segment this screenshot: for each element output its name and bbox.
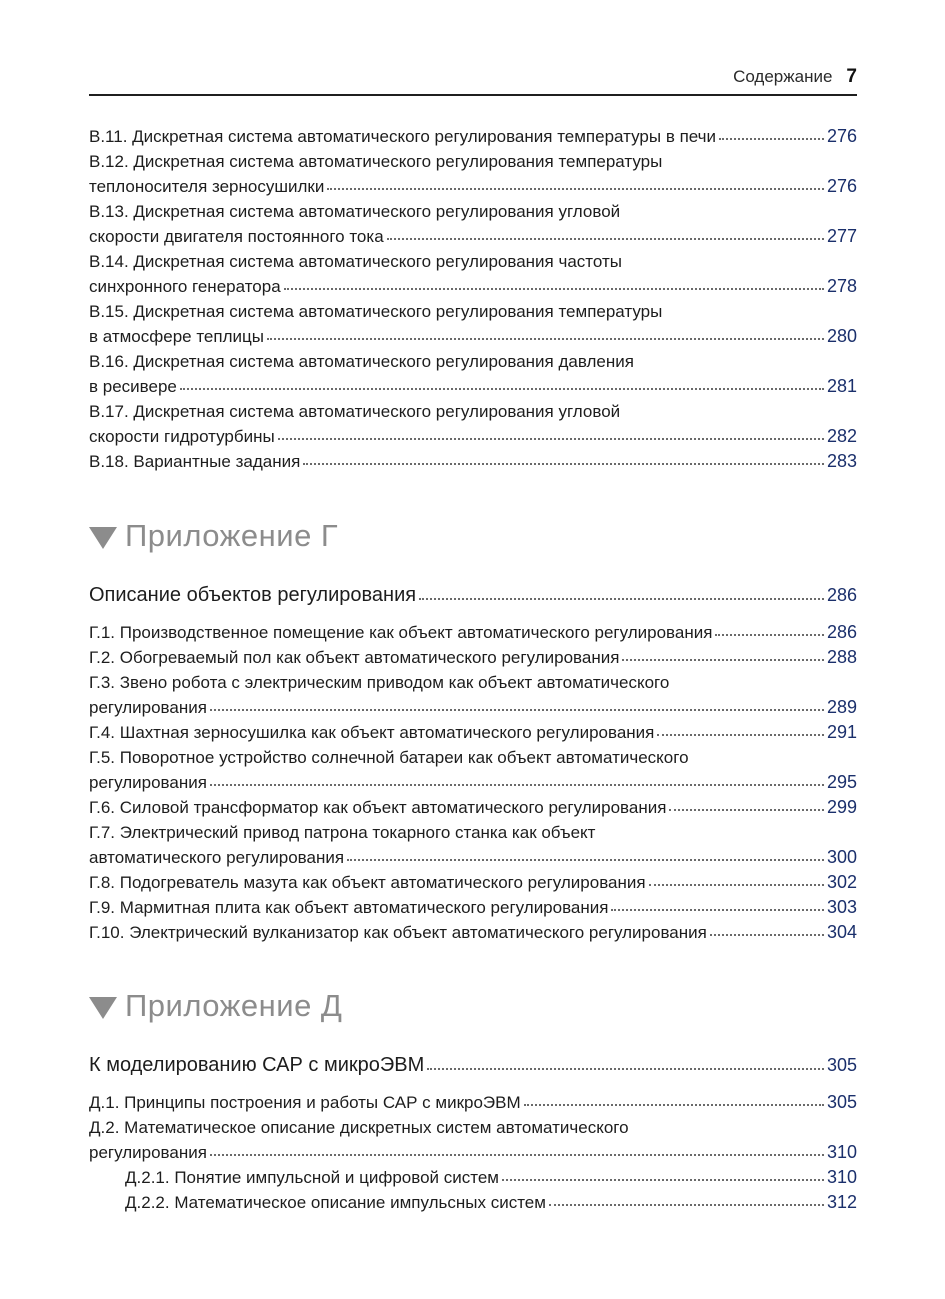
toc-entry-text: Г.10. Электрический вулканизатор как объект автоматического регулирования [89,923,707,942]
toc-entry-line[interactable] [89,1190,857,1215]
toc-page-number: 312 [826,1192,857,1212]
header-title: Содержание [733,67,833,86]
toc-entry-line[interactable] [89,920,857,945]
toc-entry-text: В.17. Дискретная система автоматического регулирования угловой [89,402,621,421]
toc-entry-line[interactable] [89,199,857,224]
toc-page-number: 283 [826,451,857,471]
leader-dots [327,188,824,190]
toc-entry-text: Описание объектов регулирования [89,584,417,606]
leader-dots [427,1068,824,1070]
toc-entry-text: Д.2.2. Математическое описание импульсных систем [125,1193,546,1212]
toc-entry-line[interactable] [89,349,857,374]
toc-entry-line[interactable] [89,720,857,745]
page-number: 7 [846,66,857,87]
leader-dots [611,909,823,911]
toc-page-number: 282 [826,426,857,446]
toc-entry-text: скорости двигателя постоянного тока [89,227,384,246]
toc-entry-text: в атмосфере теплицы [89,327,264,346]
running-header [89,64,857,96]
appendix-g-title: Приложение Г [125,518,339,553]
appendix-d-title: Приложение Д [125,988,343,1023]
toc-page-number: 291 [826,722,857,742]
toc-entry-line[interactable] [89,645,857,670]
toc-entry-line[interactable] [89,274,857,299]
toc-entry-line[interactable] [89,424,857,449]
toc-page-number: 281 [826,376,857,396]
leader-dots [419,598,824,600]
leader-dots [210,1154,824,1156]
leader-dots [715,634,824,636]
toc-page-number: 277 [826,226,857,246]
toc-entry-line[interactable] [89,124,857,149]
leader-dots [649,884,824,886]
toc-entry-text: К моделированию САР с микроЭВМ [89,1054,425,1076]
leader-dots [524,1104,824,1106]
appendix-g-heading [89,518,338,554]
toc-entry-line[interactable] [89,324,857,349]
toc-entry-line[interactable] [89,895,857,920]
leader-dots [719,138,824,140]
toc-entry-text: скорости гидротурбины [89,427,275,446]
toc-entry-text: регулирования [89,698,207,717]
toc-page-number: 305 [826,1092,857,1112]
toc-page-number: 288 [826,647,857,667]
toc-page-number: 310 [826,1142,857,1162]
toc-entry-line[interactable] [89,299,857,324]
toc-entry-line[interactable] [89,770,857,795]
toc-entry-text: Г.3. Звено робота с электрическим приводом как объект автоматического [89,673,670,692]
leader-dots [387,238,824,240]
toc-main-entry[interactable] [89,1051,857,1079]
toc-entry-line[interactable] [89,620,857,645]
toc-entry-text: Г.9. Мармитная плита как объект автоматического регулирования [89,898,609,917]
leader-dots [303,463,824,465]
leader-dots [502,1179,824,1181]
toc-entry-line[interactable] [89,670,857,695]
leader-dots [622,659,824,661]
toc-entry-line[interactable] [89,1165,857,1190]
toc-entry-line[interactable] [89,745,857,770]
toc-entry-line[interactable] [89,449,857,474]
toc-entry-text: Д.1. Принципы построения и работы САР с микроЭВМ [89,1093,521,1112]
leader-dots [267,338,824,340]
leader-dots [210,709,824,711]
toc-page-number: 299 [826,797,857,817]
leader-dots [210,784,824,786]
toc-page-number: 276 [826,176,857,196]
toc-entry-text: В.15. Дискретная система автоматического регулирования температуры [89,302,663,321]
leader-dots [347,859,824,861]
toc-entry-text: в ресивере [89,377,177,396]
toc-section-b [89,124,857,474]
toc-entry-text: Д.2. Математическое описание дискретных систем автоматического [89,1118,629,1137]
toc-entry-line[interactable] [89,1115,857,1140]
leader-dots [278,438,824,440]
toc-page-number: 300 [826,847,857,867]
toc-page-number: 286 [826,585,857,605]
leader-dots [180,388,824,390]
toc-entry-line[interactable] [89,1090,857,1115]
toc-entry-text: Д.2.1. Понятие импульсной и цифровой систем [125,1168,499,1187]
toc-entry-text: Г.4. Шахтная зерносушилка как объект автоматического регулирования [89,723,655,742]
toc-entry-text: автоматического регулирования [89,848,345,867]
toc-appendix-d-items [89,1090,857,1215]
toc-entry-line[interactable] [89,149,857,174]
toc-entry-line[interactable] [89,870,857,895]
toc-page-number: 303 [826,897,857,917]
toc-entry-text: Г.2. Обогреваемый пол как объект автоматического регулирования [89,648,620,667]
leader-dots [657,734,824,736]
leader-dots [284,288,824,290]
toc-page-number: 278 [826,276,857,296]
leader-dots [669,809,824,811]
toc-page-number: 280 [826,326,857,346]
toc-main-entry[interactable] [89,581,857,609]
toc-entry-text: Г.7. Электрический привод патрона токарного станка как объект [89,823,596,842]
toc-entry-line[interactable] [89,249,857,274]
toc-page-number: 304 [826,922,857,942]
appendix-d-heading [89,988,342,1024]
toc-entry-line[interactable] [89,820,857,845]
toc-page-number: 289 [826,697,857,717]
toc-entry-line[interactable] [89,174,857,199]
toc-entry-line[interactable] [89,374,857,399]
toc-page-number: 286 [826,622,857,642]
leader-dots [549,1204,824,1206]
leader-dots [710,934,824,936]
toc-entry-text: Г.5. Поворотное устройство солнечной батареи как объект автоматического [89,748,689,767]
toc-entry-text: регулирования [89,1143,207,1162]
toc-entry-text: Г.6. Силовой трансформатор как объект автоматического регулирования [89,798,667,817]
toc-page-number: 305 [826,1055,857,1075]
triangle-marker-icon [89,527,117,549]
toc-entry-text: Г.1. Производственное помещение как объект автоматического регулирования [89,623,713,642]
toc-entry-text: В.11. Дискретная система автоматического регулирования температуры в печи [89,127,717,146]
triangle-marker-icon [89,997,117,1019]
toc-entry-line[interactable] [89,795,857,820]
toc-entry-text: В.14. Дискретная система автоматического регулирования частоты [89,252,622,271]
appendix-d-main-entry [89,1051,857,1079]
toc-entry-text: В.12. Дискретная система автоматического регулирования температуры [89,152,663,171]
toc-entry-line[interactable] [89,399,857,424]
toc-entry-text: В.13. Дискретная система автоматического регулирования угловой [89,202,621,221]
toc-entry-text: регулирования [89,773,207,792]
toc-entry-line[interactable] [89,845,857,870]
toc-page-number: 310 [826,1167,857,1187]
toc-page-number: 295 [826,772,857,792]
toc-page-number: 302 [826,872,857,892]
toc-appendix-g-items [89,620,857,945]
toc-entry-text: синхронного генератора [89,277,281,296]
toc-entry-line[interactable] [89,1140,857,1165]
toc-entry-text: Г.8. Подогреватель мазута как объект автоматического регулирования [89,873,646,892]
toc-entry-line[interactable] [89,695,857,720]
toc-entry-text: теплоносителя зерносушилки [89,177,325,196]
toc-entry-text: В.18. Вариантные задания [89,452,301,471]
toc-entry-line[interactable] [89,224,857,249]
toc-page-number: 276 [826,126,857,146]
appendix-g-main-entry [89,581,857,609]
toc-entry-text: В.16. Дискретная система автоматического регулирования давления [89,352,634,371]
